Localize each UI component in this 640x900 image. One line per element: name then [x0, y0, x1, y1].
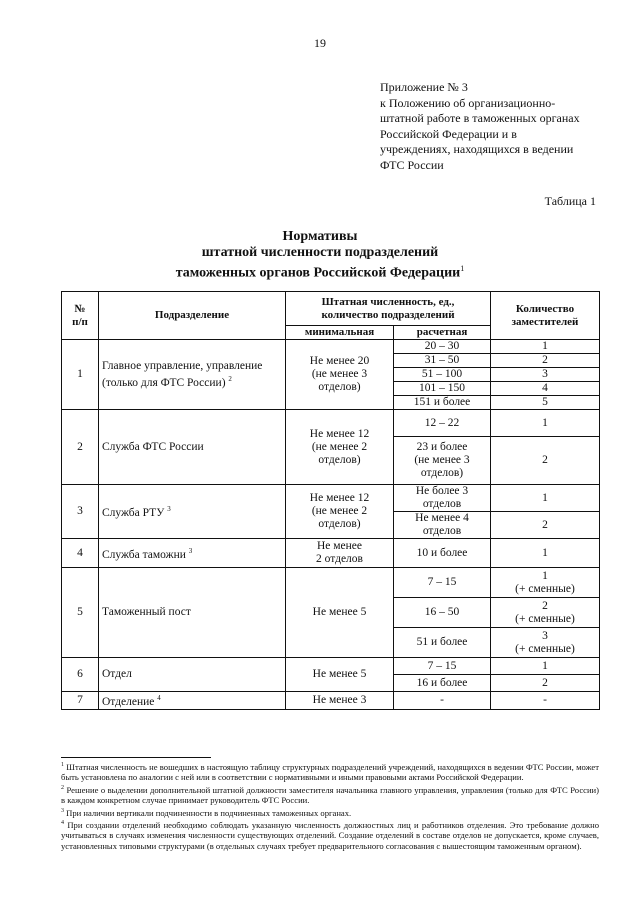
footnote-number: 4 — [61, 820, 64, 827]
table-row — [62, 340, 600, 354]
deputies-count: 2 — [491, 354, 600, 368]
calculated-staffing: 10 и более — [394, 539, 491, 568]
deputies-count: 2 — [491, 675, 600, 692]
appendix-line: к Положению об организационно- — [380, 95, 556, 110]
table-row — [62, 568, 600, 598]
calculated-staffing: 7 – 15 — [394, 658, 491, 675]
calculated-staffing: 7 – 15 — [394, 568, 491, 598]
division-name-text: Отдел — [102, 668, 132, 680]
footnotes — [61, 760, 599, 851]
footnote — [61, 760, 599, 783]
footnote-text: При наличии вертикали подчиненности в подчиненных таможенных органах. — [66, 807, 352, 818]
table-row — [62, 485, 600, 512]
table-row — [62, 692, 600, 710]
footnote-mark: 3 — [188, 546, 193, 555]
division-name-text: Таможенный пост — [102, 606, 191, 618]
deputies-count: 2 — [491, 437, 600, 485]
footnote-mark: 3 — [167, 505, 171, 514]
division-name-text: Служба РТУ — [102, 506, 165, 519]
appendix-header — [380, 80, 620, 174]
table-body — [62, 340, 600, 710]
header-deputies — [491, 292, 600, 340]
deputies-count: - — [491, 692, 600, 710]
deputies-count: 2 — [491, 512, 600, 539]
table-row — [62, 658, 600, 675]
document-title — [0, 229, 640, 282]
page-number: 19 — [314, 36, 326, 50]
minimal-staffing: Не менее 20 (не менее 3 отделов) — [286, 340, 394, 410]
header-minimal — [286, 326, 394, 340]
deputies-count: 3 — [491, 368, 600, 382]
calculated-staffing: 20 – 30 — [394, 340, 491, 354]
title-footnote-mark: 1 — [460, 264, 465, 273]
division-name — [99, 658, 286, 692]
calculated-staffing: 23 и более (не менее 3 отделов) — [394, 437, 491, 485]
division-name-text: Служба ФТС России — [102, 440, 204, 453]
footnote-divider — [61, 757, 211, 758]
deputies-count: 1 — [491, 410, 600, 437]
deputies-count: 1 — [491, 658, 600, 675]
division-name — [99, 340, 286, 410]
header-num-text: № п/п — [72, 302, 88, 328]
header-staffing — [286, 292, 491, 326]
deputies-count: 1 (+ сменные) — [491, 568, 600, 598]
division-name — [99, 485, 286, 539]
table-label: Таблица 1 — [544, 194, 596, 208]
header-num — [62, 292, 99, 340]
footnote — [61, 818, 599, 851]
division-name — [99, 692, 286, 710]
calculated-staffing: - — [394, 692, 491, 710]
title-line-2: штатной численности подразделений — [201, 245, 439, 260]
calculated-staffing: Не более 3 отделов — [394, 485, 491, 512]
row-number: 1 — [62, 340, 99, 410]
minimal-staffing: Не менее 12 (не менее 2 отделов) — [286, 485, 394, 539]
appendix-line: штатной работе в таможенных органах — [380, 111, 580, 126]
row-number: 6 — [62, 658, 99, 692]
deputies-count: 4 — [491, 382, 600, 396]
header-division-text: Подразделение — [154, 309, 230, 321]
row-number: 2 — [62, 410, 99, 485]
row-number: 3 — [62, 485, 99, 539]
header-calculated — [394, 326, 491, 340]
header-minimal-text: минимальная — [304, 326, 375, 338]
footnote-text: Решение о выделении дополнительной штатной должности заместителя начальника главного управления, управления (только для ФТС России) в каждом конкретном случае принимает руководитель ФТС России. — [61, 784, 600, 806]
calculated-staffing: 16 и более — [394, 675, 491, 692]
calculated-staffing: 31 – 50 — [394, 354, 491, 368]
staffing-norms-table — [61, 291, 600, 710]
deputies-count: 1 — [491, 485, 600, 512]
table-row — [62, 539, 600, 568]
footnote-mark: 2 — [228, 374, 232, 383]
appendix-line: ФТС России — [380, 157, 444, 172]
title-line-1: Нормативы — [282, 229, 358, 244]
header-calculated-text: расчетная — [416, 326, 468, 338]
calculated-staffing: 51 – 100 — [394, 368, 491, 382]
footnote-number: 3 — [61, 807, 64, 814]
deputies-count: 3 (+ сменные) — [491, 628, 600, 658]
minimal-staffing: Не менее 12 (не менее 2 отделов) — [286, 410, 394, 485]
row-number: 7 — [62, 692, 99, 710]
footnote-number: 1 — [61, 762, 64, 768]
deputies-count: 2 (+ сменные) — [491, 598, 600, 628]
minimal-staffing: Не менее 5 — [286, 658, 394, 692]
appendix-line: Российской Федерации и в — [380, 126, 517, 141]
footnote — [61, 783, 599, 806]
table-row — [62, 410, 600, 437]
footnote-text: Штатная численность не вошедших в настоящую таблицу структурных подразделений учреждений, находящихся в ведении ФТС России, может быть установлена по аналогии с ней или в соответствии с нормативными и иными правовыми актами Российской Федерации. — [61, 761, 599, 783]
header-staffing-text: Штатная численность, ед., количество подразделений — [321, 295, 455, 321]
calculated-staffing: 12 – 22 — [394, 410, 491, 437]
calculated-staffing: 16 – 50 — [394, 598, 491, 628]
calculated-staffing: 101 – 150 — [394, 382, 491, 396]
minimal-staffing: Не менее 2 отделов — [286, 539, 394, 568]
division-name-text: Главное управление, управление (только для ФТС России) — [102, 359, 263, 389]
row-number: 4 — [62, 539, 99, 568]
row-number: 5 — [62, 568, 99, 658]
division-name-text: Служба таможни — [102, 548, 186, 561]
title-line-3: таможенных органов Российской Федерации — [175, 265, 461, 281]
minimal-staffing: Не менее 3 — [286, 692, 394, 710]
minimal-staffing: Не менее 5 — [286, 568, 394, 658]
footnote-text: При создании отделений необходимо соблюдать указанную численность должностных лиц и работников отделения. Это требование должно учитываться в случаях изменения численности существующих отделений. Создание отделений в составе отделов не допускается, кроме случаев, установленных типовыми структурами (в отдельных случаях требует предварительного согласования с вышестоящим таможенным органом). — [61, 819, 599, 851]
footnote — [61, 806, 599, 818]
calculated-staffing: Не менее 4 отделов — [394, 512, 491, 539]
division-name-text: Отделение — [102, 695, 155, 708]
header-deputies-text: Количество заместителей — [511, 302, 579, 328]
deputies-count: 1 — [491, 340, 600, 354]
division-name — [99, 539, 286, 568]
deputies-count: 5 — [491, 396, 600, 410]
footnote-mark: 4 — [157, 694, 161, 702]
division-name — [99, 568, 286, 658]
calculated-staffing: 151 и более — [394, 396, 491, 410]
calculated-staffing: 51 и более — [394, 628, 491, 658]
division-name — [99, 410, 286, 485]
header-division — [99, 292, 286, 340]
appendix-line: учреждениях, находящихся в ведении — [380, 142, 574, 157]
deputies-count: 1 — [491, 539, 600, 568]
appendix-line: Приложение № 3 — [380, 80, 468, 94]
footnote-number: 2 — [61, 784, 64, 791]
